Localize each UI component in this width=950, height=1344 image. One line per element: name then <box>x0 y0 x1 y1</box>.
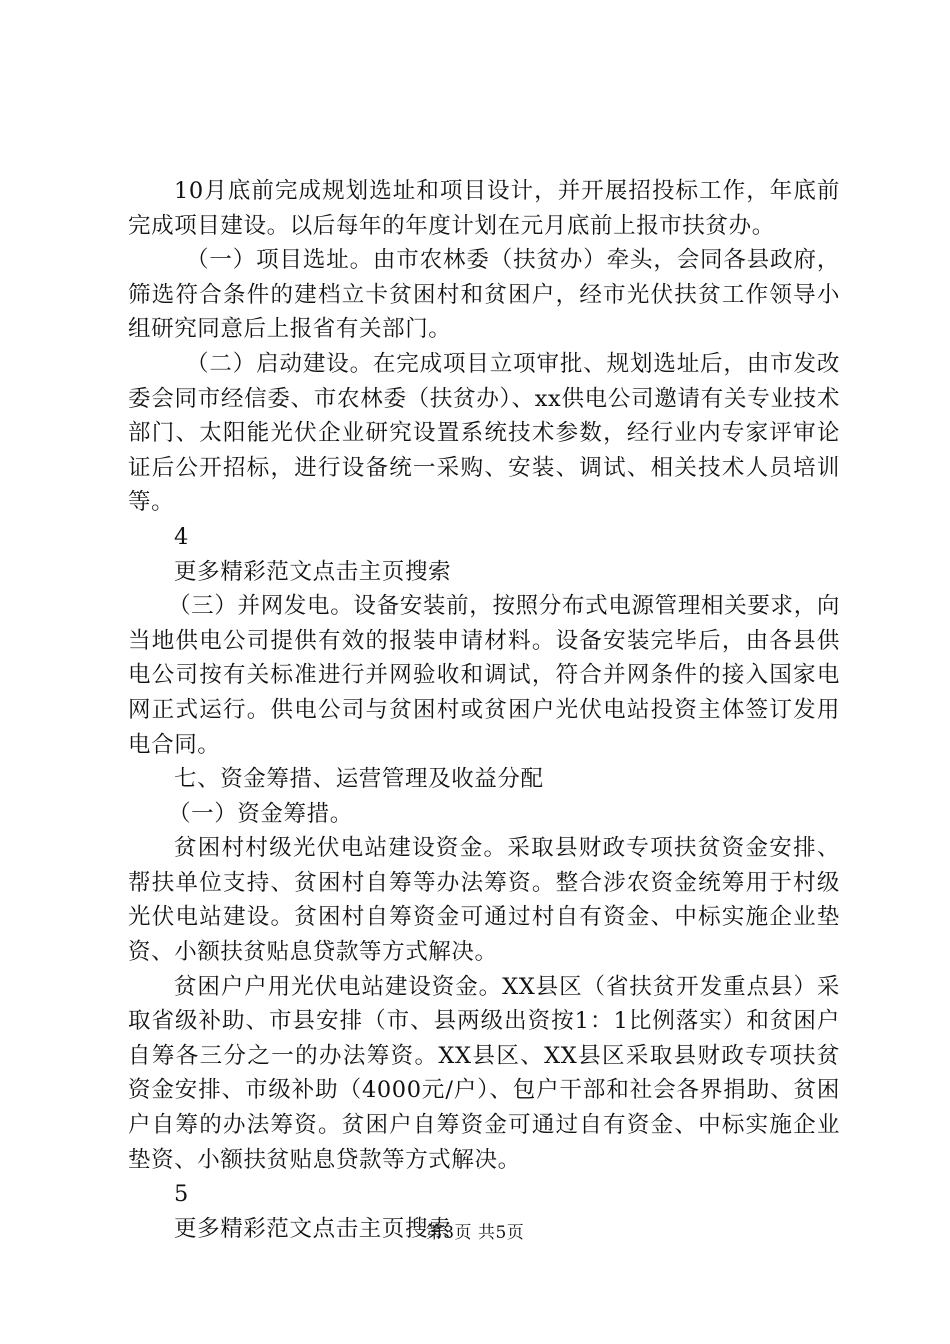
more-articles-link[interactable]: 更多精彩范文点击主页搜索 <box>174 1215 452 1242</box>
subsection-heading-funding: （一）资金筹措。 <box>168 800 353 827</box>
paragraph-site-selection: （一）项目选址。由市农林委（扶贫办）牵头，会同各县政府，筛选符合条件的建档立卡贫困村和贫困户，经市光伏扶贫工作领导小组研究同意后上报省有关部门。 <box>128 247 840 343</box>
paragraph-village-funding: 贫困村村级光伏电站建设资金。采取县财政专项扶贫资金安排、帮扶单位支持、贫困村自筹等办法筹资。整合涉农资金统筹用于村级光伏电站建设。贫困村自筹资金可通过村自有资金、中标实施企业垫资、小额扶贫贴息贷款等方式解决。 <box>128 835 840 966</box>
paragraph-grid-connection: （三）并网发电。设备安装前，按照分布式电源管理相关要求，向当地供电公司提供有效的报装申请材料。设备安装完毕后，由各县供电公司按有关标准进行并网验收和调试，符合并网条件的接入国家电网正式运行。供电公司与贫困村或贫困户光伏电站投资主体签订发用电合同。 <box>128 593 840 758</box>
more-articles-link[interactable]: 更多精彩范文点击主页搜索 <box>174 558 452 585</box>
inline-page-number: 4 <box>174 523 189 550</box>
page-footer: 第3页 共5页 <box>425 1223 525 1243</box>
inline-page-number: 5 <box>174 1181 189 1208</box>
section-heading-funding: 七、资金筹措、运营管理及收益分配 <box>174 766 544 793</box>
document-body <box>128 174 840 1246</box>
paragraph-start-construction: （二）启动建设。在完成项目立项审批、规划选址后，由市发改委会同市经信委、市农林委（扶贫办）、xx供电公司邀请有关专业技术部门、太阳能光伏企业研究设置系统技术参数，经行业内专家评审论证后公开招标，进行设备统一采购、安装、调试、相关技术人员培训等。 <box>128 350 840 516</box>
paragraph-household-funding: 贫困户户用光伏电站建设资金。XX县区（省扶贫开发重点县）采取省级补助、市县安排（市、县两级出资按1：1比例落实）和贫困户自筹各三分之一的办法筹资。XX县区、XX县区采取县财政专项扶贫资金安排、市级补助（4000元/户）、包户干部和社会各界捐助、贫困户自筹的办法筹资。贫困户自筹资金可通过自有资金、中标实施企业垫资、小额扶贫贴息贷款等方式解决。 <box>128 973 840 1173</box>
paragraph-schedule: 10月底前完成规划选址和项目设计，并开展招投标工作，年底前完成项目建设。以后每年的年度计划在元月底前上报市扶贫办。 <box>128 178 840 239</box>
